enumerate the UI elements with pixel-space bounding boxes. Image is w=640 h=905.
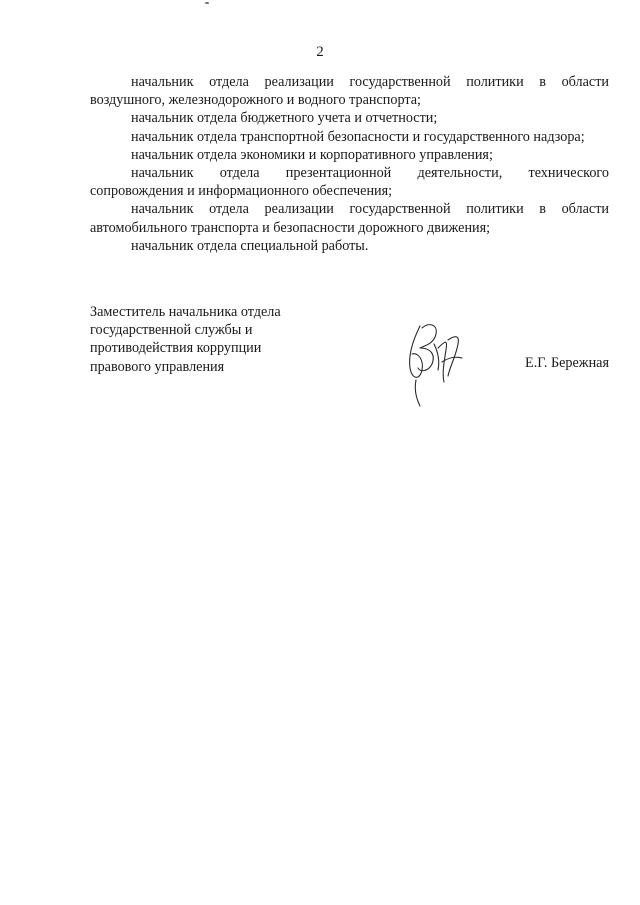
signer-name: Е.Г. Бережная [525, 355, 609, 371]
list-item: начальник отдела реализации государственной политики в области воздушного, железнодорожного и водного транспорта; [90, 74, 609, 109]
page-number: 2 [316, 44, 324, 60]
signature-strokes [410, 325, 462, 406]
list-item: начальник отдела бюджетного учета и отчетности; [131, 110, 438, 127]
position-line: противодействия коррупции [90, 340, 262, 357]
signatory-position [90, 303, 281, 376]
scan-speck [205, 2, 209, 4]
recipient-list [90, 73, 609, 255]
position-line: государственной службы и [90, 322, 253, 339]
position-line: правового управления [90, 358, 225, 375]
list-item: начальник отдела специальной работы. [131, 237, 369, 254]
position-line: Заместитель начальника отдела [90, 304, 281, 320]
list-item: начальник отдела реализации государственной политики в области автомобильного транспорта и безопасности дорожного движения; [90, 201, 609, 236]
list-item: начальник отдела экономики и корпоративного управления; [131, 146, 493, 163]
handwritten-signature [398, 318, 470, 410]
list-item: начальник отдела транспортной безопасности и государственного надзора; [131, 128, 585, 145]
list-item: начальник отдела презентационной деятельности, технического сопровождения и информационного обеспечения; [90, 165, 609, 200]
